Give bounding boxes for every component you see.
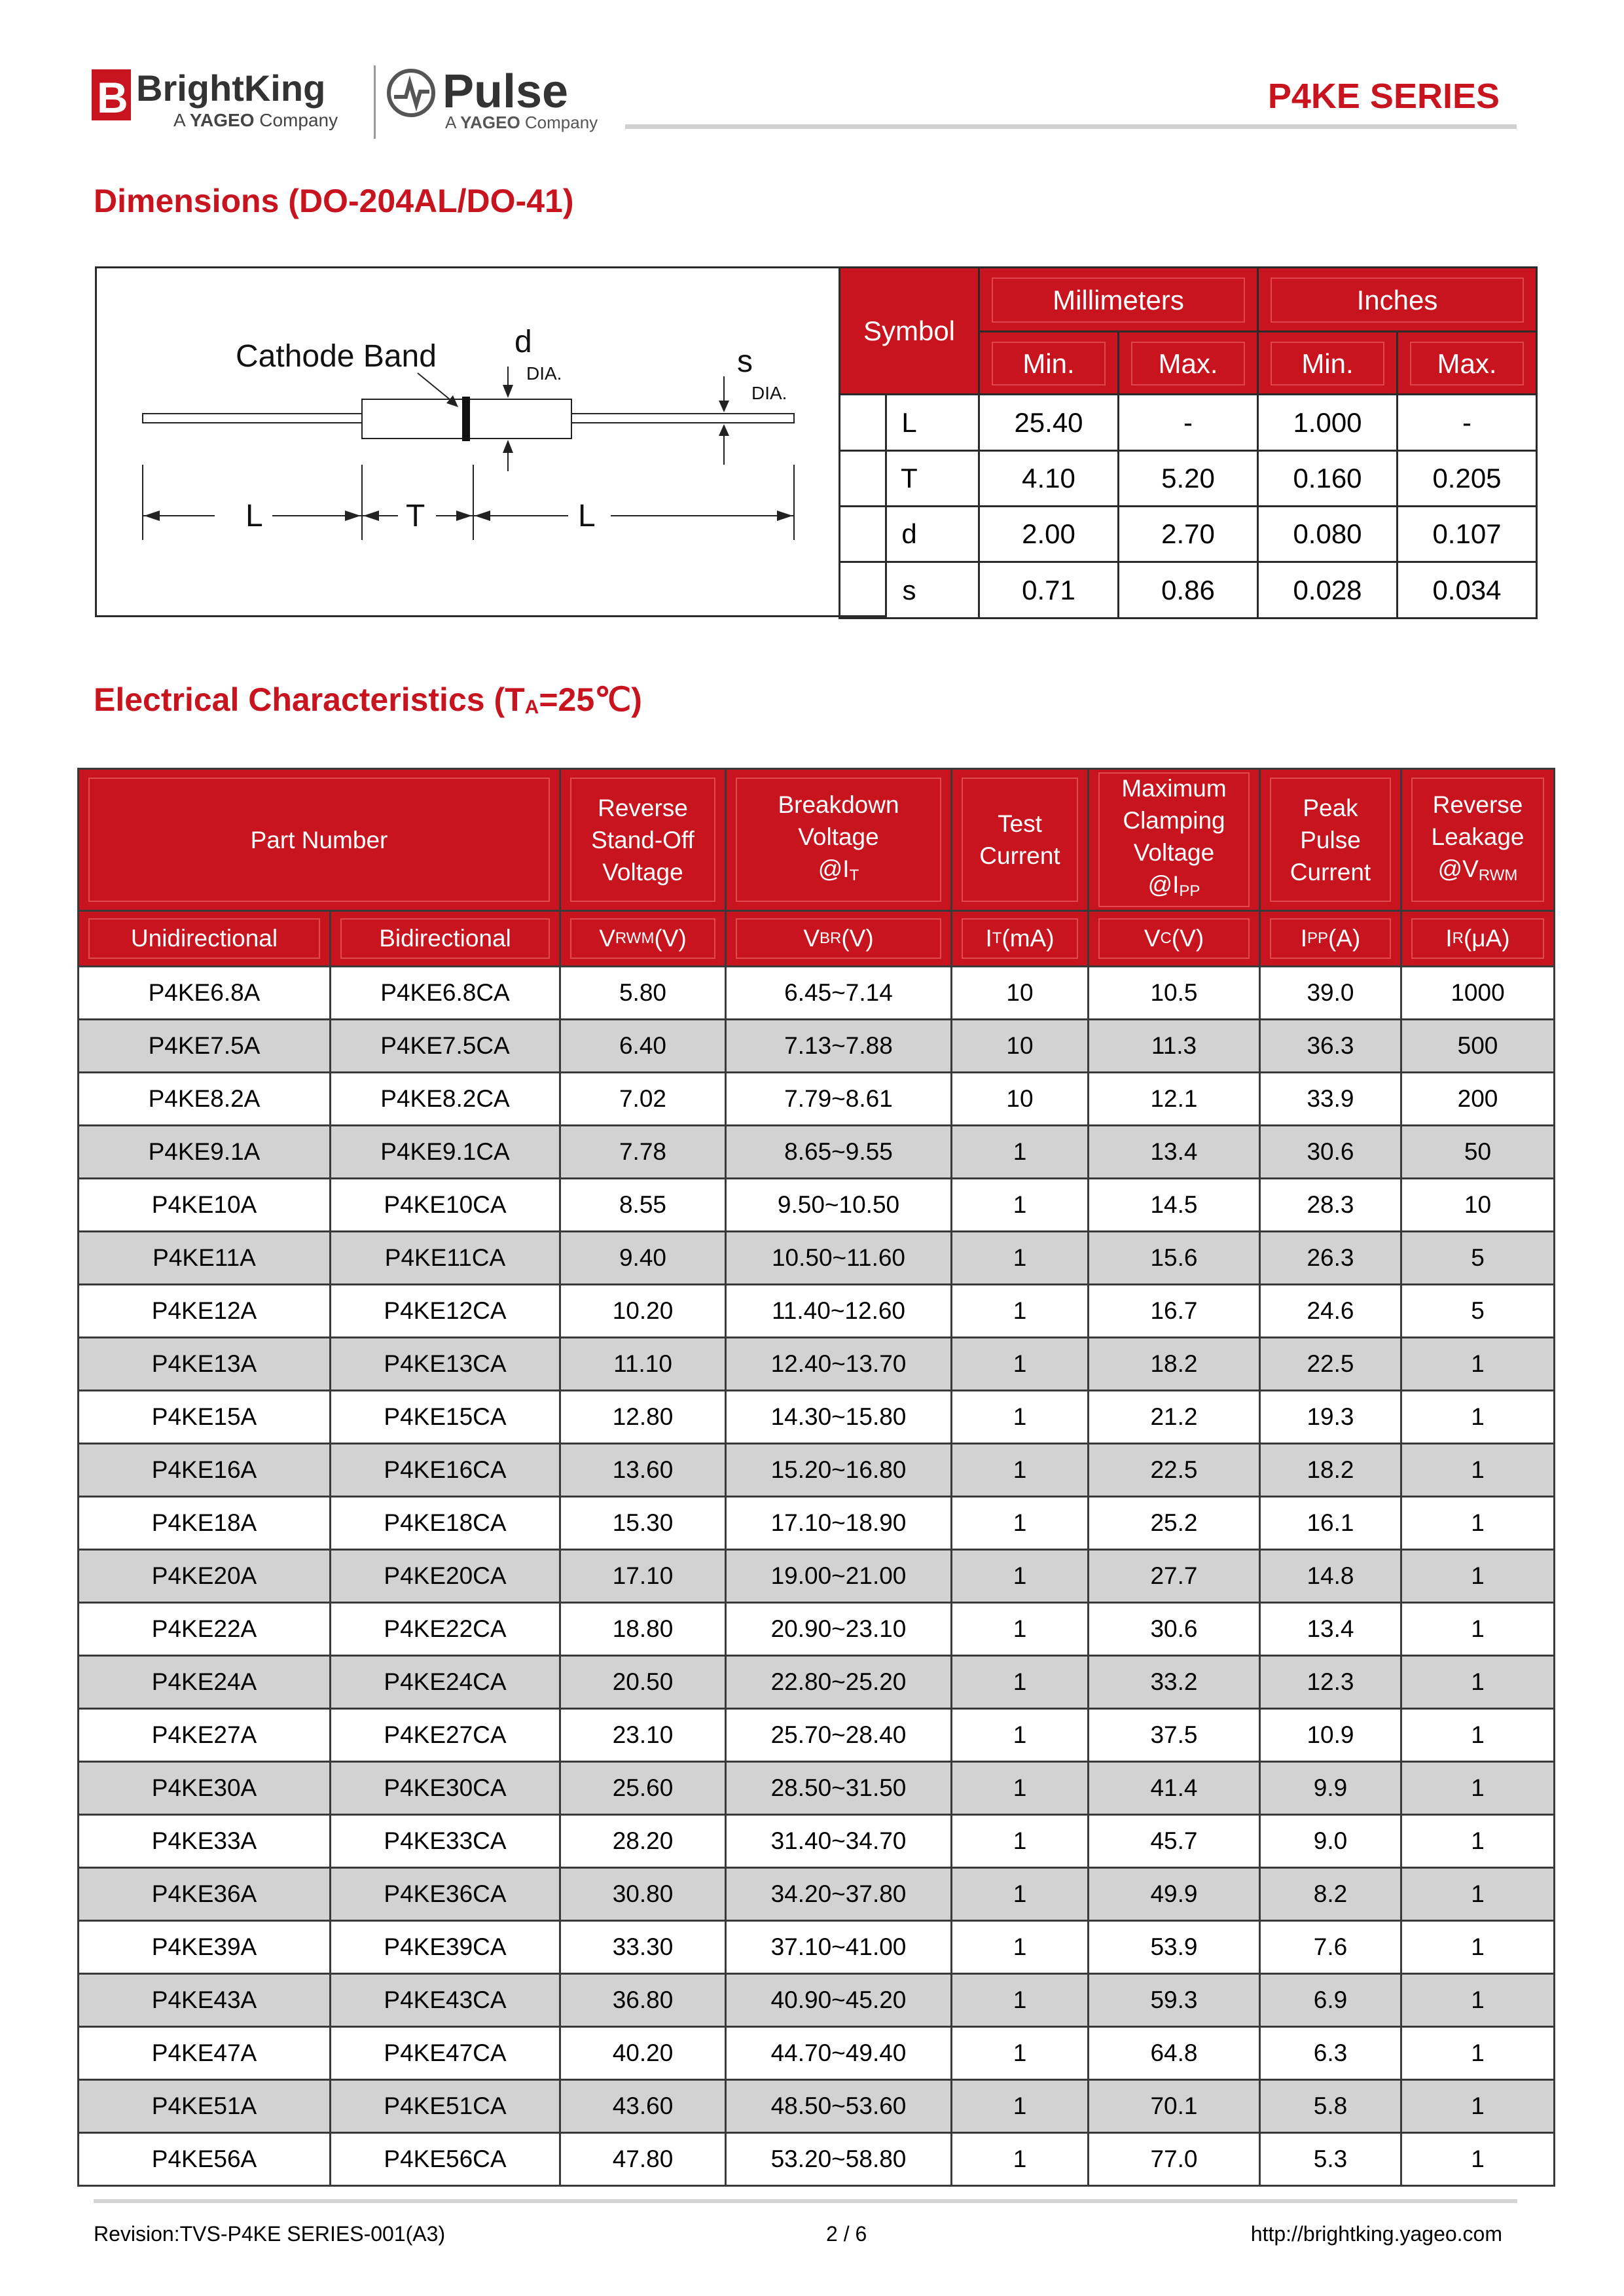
cell-it: 1	[952, 1762, 1089, 1815]
table-row	[79, 1603, 1555, 1656]
cell-ir: 1	[1401, 1974, 1555, 2027]
cell-it: 10	[952, 967, 1089, 1020]
cell-vbr: 10.50~11.60	[726, 1232, 952, 1285]
cell-bi-part: P4KE43CA	[331, 1974, 560, 2027]
cell-ipp: 19.3	[1260, 1391, 1401, 1444]
cell-vbr: 19.00~21.00	[726, 1550, 952, 1603]
table-row	[79, 1656, 1555, 1709]
cell-vc: 18.2	[1089, 1338, 1260, 1391]
cell-ipp: 6.3	[1260, 2027, 1401, 2080]
table-row	[79, 1974, 1555, 2027]
cell-bi-part: P4KE56CA	[331, 2133, 560, 2186]
cell-uni-part: P4KE22A	[79, 1603, 331, 1656]
cell-vrwm: 17.10	[560, 1550, 726, 1603]
diode-outline-drawing	[97, 268, 837, 615]
cell-ir: 50	[1401, 1126, 1555, 1179]
cell-vrwm: 28.20	[560, 1815, 726, 1868]
bidirectional-header: Bidirectional	[331, 911, 560, 967]
cell-bi-part: P4KE36CA	[331, 1868, 560, 1921]
cell-vc: 64.8	[1089, 2027, 1260, 2080]
cell-it: 1	[952, 1921, 1089, 1974]
cell-uni-part: P4KE43A	[79, 1974, 331, 2027]
cell-ir: 5	[1401, 1232, 1555, 1285]
vrwm-unit-header: V RWM (V)	[560, 911, 726, 967]
mm-max-header: Max.	[1119, 332, 1258, 395]
logo-separator	[374, 65, 376, 139]
cell-ir: 5	[1401, 1285, 1555, 1338]
cell-vbr: 15.20~16.80	[726, 1444, 952, 1497]
table-row	[79, 1868, 1555, 1921]
cell-it: 1	[952, 1656, 1089, 1709]
table-row	[79, 967, 1555, 1020]
cell-bi-part: P4KE16CA	[331, 1444, 560, 1497]
cell-it: 1	[952, 1603, 1089, 1656]
cell-vrwm: 12.80	[560, 1391, 726, 1444]
cell-ipp: 14.8	[1260, 1550, 1401, 1603]
cell-vc: 13.4	[1089, 1126, 1260, 1179]
table-row	[79, 1815, 1555, 1868]
table-row	[79, 2080, 1555, 2133]
table-row	[79, 1550, 1555, 1603]
cell-it: 1	[952, 1285, 1089, 1338]
electrical-characteristics-table	[77, 768, 1555, 2187]
cell-ipp: 9.0	[1260, 1815, 1401, 1868]
cell-vbr: 31.40~34.70	[726, 1815, 952, 1868]
cell-bi-part: P4KE13CA	[331, 1338, 560, 1391]
cell-ir: 1	[1401, 1497, 1555, 1550]
cell-uni-part: P4KE16A	[79, 1444, 331, 1497]
cell-vrwm: 7.78	[560, 1126, 726, 1179]
cell-vrwm: 43.60	[560, 2080, 726, 2133]
millimeters-header: Millimeters	[979, 268, 1258, 332]
cell-bi-part: P4KE33CA	[331, 1815, 560, 1868]
website-link[interactable]: http://brightking.yageo.com	[1250, 2222, 1502, 2246]
cell-ir: 10	[1401, 1179, 1555, 1232]
cell-vrwm: 40.20	[560, 2027, 726, 2080]
cell-uni-part: P4KE47A	[79, 2027, 331, 2080]
inches-header: Inches	[1258, 268, 1537, 332]
cell-ir: 1000	[1401, 967, 1555, 1020]
symbol-header: Symbol	[840, 268, 979, 395]
table-row	[79, 1232, 1555, 1285]
cell-vrwm: 9.40	[560, 1232, 726, 1285]
cell-ipp: 24.6	[1260, 1285, 1401, 1338]
cell-uni-part: P4KE51A	[79, 2080, 331, 2133]
cell-it: 1	[952, 1974, 1089, 2027]
pulse-logo	[385, 64, 611, 136]
cell-vc: 11.3	[1089, 1020, 1260, 1073]
cell-bi-part: P4KE30CA	[331, 1762, 560, 1815]
cell-vc: 70.1	[1089, 2080, 1260, 2133]
svg-text:T: T	[406, 499, 425, 533]
cell-vc: 53.9	[1089, 1921, 1260, 1974]
cell-vbr: 17.10~18.90	[726, 1497, 952, 1550]
brightking-wordmark: BrightKing	[136, 67, 326, 109]
table-row	[79, 1179, 1555, 1232]
cell-vc: 21.2	[1089, 1391, 1260, 1444]
cell-bi-part: P4KE7.5CA	[331, 1020, 560, 1073]
mm-min-header: Min.	[979, 332, 1119, 395]
svg-text:d: d	[514, 325, 532, 359]
cell-ir: 1	[1401, 1338, 1555, 1391]
cell-vc: 16.7	[1089, 1285, 1260, 1338]
cell-ipp: 5.8	[1260, 2080, 1401, 2133]
cell-vrwm: 23.10	[560, 1709, 726, 1762]
cell-bi-part: P4KE51CA	[331, 2080, 560, 2133]
cell-bi-part: P4KE9.1CA	[331, 1126, 560, 1179]
cell-ir: 1	[1401, 1868, 1555, 1921]
peak-pulse-current-header: Peak Pulse Current	[1260, 769, 1401, 911]
cell-ipp: 36.3	[1260, 1020, 1401, 1073]
vbr-unit-header: V BR (V)	[726, 911, 952, 967]
table-row	[79, 1285, 1555, 1338]
cell-ipp: 8.2	[1260, 1868, 1401, 1921]
cell-it: 1	[952, 1815, 1089, 1868]
table-row	[79, 1709, 1555, 1762]
dimensions-table	[839, 266, 1538, 619]
revision-text: Revision:TVS-P4KE SERIES-001(A3)	[94, 2222, 446, 2246]
cell-it: 1	[952, 1709, 1089, 1762]
cell-vc: 41.4	[1089, 1762, 1260, 1815]
cell-uni-part: P4KE56A	[79, 2133, 331, 2186]
cell-vbr: 25.70~28.40	[726, 1709, 952, 1762]
cell-bi-part: P4KE18CA	[331, 1497, 560, 1550]
cell-vrwm: 30.80	[560, 1868, 726, 1921]
cell-ir: 1	[1401, 2133, 1555, 2186]
cell-vbr: 12.40~13.70	[726, 1338, 952, 1391]
cell-bi-part: P4KE15CA	[331, 1391, 560, 1444]
svg-text:DIA.: DIA.	[526, 363, 562, 384]
cell-vc: 22.5	[1089, 1444, 1260, 1497]
in-max-header: Max.	[1398, 332, 1537, 395]
svg-text:L: L	[245, 499, 263, 533]
cell-vbr: 8.65~9.55	[726, 1126, 952, 1179]
page-number: 2 / 6	[826, 2222, 867, 2246]
cell-vrwm: 36.80	[560, 1974, 726, 2027]
cathode-band-label: Cathode Band	[236, 339, 437, 374]
table-row	[79, 2133, 1555, 2186]
cell-ipp: 6.9	[1260, 1974, 1401, 2027]
cell-it: 1	[952, 1232, 1089, 1285]
cell-ir: 500	[1401, 1020, 1555, 1073]
cell-it: 10	[952, 1020, 1089, 1073]
cell-vrwm: 15.30	[560, 1497, 726, 1550]
cell-it: 1	[952, 1497, 1089, 1550]
cell-ir: 1	[1401, 1709, 1555, 1762]
cell-bi-part: P4KE12CA	[331, 1285, 560, 1338]
cell-vc: 15.6	[1089, 1232, 1260, 1285]
cell-it: 1	[952, 2080, 1089, 2133]
cell-it: 1	[952, 1338, 1089, 1391]
cell-ipp: 7.6	[1260, 1921, 1401, 1974]
unidirectional-header: Unidirectional	[79, 911, 331, 967]
reverse-leakage-header: Reverse Leakage $@V_{RWM}$	[1401, 769, 1555, 911]
dim-row: s 0.71 0.86 0.028 0.034	[840, 562, 1537, 619]
cell-vbr: 7.13~7.88	[726, 1020, 952, 1073]
cell-ir: 1	[1401, 2080, 1555, 2133]
it-unit-header: I T (mA)	[952, 911, 1089, 967]
table-row	[79, 1497, 1555, 1550]
cell-vrwm: 7.02	[560, 1073, 726, 1126]
cell-ir: 1	[1401, 1391, 1555, 1444]
cell-vbr: 53.20~58.80	[726, 2133, 952, 2186]
cell-vbr: 22.80~25.20	[726, 1656, 952, 1709]
table-row	[79, 2027, 1555, 2080]
cell-bi-part: P4KE6.8CA	[331, 967, 560, 1020]
cell-ipp: 33.9	[1260, 1073, 1401, 1126]
dim-row: d 2.00 2.70 0.080 0.107	[840, 507, 1537, 562]
svg-text:B: B	[97, 73, 128, 122]
cell-uni-part: P4KE30A	[79, 1762, 331, 1815]
cell-vbr: 14.30~15.80	[726, 1391, 952, 1444]
brightking-logo	[92, 64, 367, 136]
table-row	[79, 1338, 1555, 1391]
cell-vrwm: 13.60	[560, 1444, 726, 1497]
cell-ipp: 9.9	[1260, 1762, 1401, 1815]
reverse-standoff-header: Reverse Stand-Off Voltage	[560, 769, 726, 911]
cell-vrwm: 20.50	[560, 1656, 726, 1709]
cell-uni-part: P4KE7.5A	[79, 1020, 331, 1073]
cell-vc: 37.5	[1089, 1709, 1260, 1762]
cell-uni-part: P4KE15A	[79, 1391, 331, 1444]
cell-ir: 1	[1401, 1656, 1555, 1709]
cell-it: 1	[952, 2027, 1089, 2080]
cell-vbr: 11.40~12.60	[726, 1285, 952, 1338]
cell-ipp: 12.3	[1260, 1656, 1401, 1709]
cell-uni-part: P4KE20A	[79, 1550, 331, 1603]
cell-vc: 45.7	[1089, 1815, 1260, 1868]
cell-ir: 1	[1401, 1603, 1555, 1656]
cell-bi-part: P4KE22CA	[331, 1603, 560, 1656]
cell-uni-part: P4KE8.2A	[79, 1073, 331, 1126]
cell-vc: 30.6	[1089, 1603, 1260, 1656]
cell-ipp: 18.2	[1260, 1444, 1401, 1497]
cell-vrwm: 10.20	[560, 1285, 726, 1338]
cell-it: 1	[952, 1391, 1089, 1444]
ipp-unit-header: I PP (A)	[1260, 911, 1401, 967]
cell-vrwm: 5.80	[560, 967, 726, 1020]
svg-text:L: L	[578, 499, 596, 533]
table-row	[79, 1921, 1555, 1974]
svg-text:A YAGEO Company: A YAGEO Company	[445, 113, 598, 132]
cell-vrwm: 8.55	[560, 1179, 726, 1232]
svg-text:Pulse: Pulse	[442, 65, 569, 118]
table-row	[79, 1444, 1555, 1497]
cell-ir: 1	[1401, 1444, 1555, 1497]
cell-ir: 1	[1401, 1762, 1555, 1815]
cell-bi-part: P4KE8.2CA	[331, 1073, 560, 1126]
cell-bi-part: P4KE39CA	[331, 1921, 560, 1974]
breakdown-voltage-header: Breakdown Voltage $@I_T$	[726, 769, 952, 911]
max-clamping-voltage-header: Maximum Clamping Voltage $@I_{PP}$	[1089, 769, 1260, 911]
cell-ipp: 30.6	[1260, 1126, 1401, 1179]
cell-ipp: 28.3	[1260, 1179, 1401, 1232]
cell-uni-part: P4KE6.8A	[79, 967, 331, 1020]
table-row	[79, 1020, 1555, 1073]
cell-vc: 33.2	[1089, 1656, 1260, 1709]
cell-uni-part: P4KE10A	[79, 1179, 331, 1232]
cell-vbr: 28.50~31.50	[726, 1762, 952, 1815]
cell-uni-part: P4KE13A	[79, 1338, 331, 1391]
table-row	[79, 1762, 1555, 1815]
svg-text:DIA.: DIA.	[751, 383, 787, 403]
cell-vc: 25.2	[1089, 1497, 1260, 1550]
vc-unit-header: V C (V)	[1089, 911, 1260, 967]
table-row	[79, 1126, 1555, 1179]
cell-ipp: 10.9	[1260, 1709, 1401, 1762]
cell-vrwm: 33.30	[560, 1921, 726, 1974]
cell-it: 1	[952, 1179, 1089, 1232]
cell-vbr: 9.50~10.50	[726, 1179, 952, 1232]
cell-vbr: 48.50~53.60	[726, 2080, 952, 2133]
cell-it: 1	[952, 1444, 1089, 1497]
cell-vc: 10.5	[1089, 967, 1260, 1020]
cell-uni-part: P4KE36A	[79, 1868, 331, 1921]
cell-uni-part: P4KE39A	[79, 1921, 331, 1974]
cell-ir: 1	[1401, 2027, 1555, 2080]
cell-ir: 1	[1401, 1550, 1555, 1603]
cell-it: 1	[952, 1868, 1089, 1921]
cell-uni-part: P4KE9.1A	[79, 1126, 331, 1179]
cell-vrwm: 18.80	[560, 1603, 726, 1656]
cell-bi-part: P4KE27CA	[331, 1709, 560, 1762]
cell-uni-part: P4KE33A	[79, 1815, 331, 1868]
footer-rule	[94, 2199, 1517, 2203]
cell-vbr: 34.20~37.80	[726, 1868, 952, 1921]
cell-uni-part: P4KE24A	[79, 1656, 331, 1709]
electrical-title: Electrical Characteristics $(T_A=25℃)$	[94, 681, 642, 718]
part-number-header: Part Number	[79, 769, 560, 911]
cell-bi-part: P4KE47CA	[331, 2027, 560, 2080]
cell-ir: 200	[1401, 1073, 1555, 1126]
cell-uni-part: P4KE12A	[79, 1285, 331, 1338]
cell-it: 1	[952, 1126, 1089, 1179]
test-current-header: Test Current	[952, 769, 1089, 911]
cell-uni-part: P4KE11A	[79, 1232, 331, 1285]
cell-vc: 14.5	[1089, 1179, 1260, 1232]
cell-bi-part: P4KE24CA	[331, 1656, 560, 1709]
cell-vbr: 6.45~7.14	[726, 967, 952, 1020]
cell-ipp: 39.0	[1260, 967, 1401, 1020]
table-row	[79, 1073, 1555, 1126]
cell-vbr: 7.79~8.61	[726, 1073, 952, 1126]
cell-vc: 12.1	[1089, 1073, 1260, 1126]
cell-ipp: 26.3	[1260, 1232, 1401, 1285]
series-title: P4KE SERIES	[1267, 77, 1500, 116]
cell-uni-part: P4KE27A	[79, 1709, 331, 1762]
cell-vrwm: 11.10	[560, 1338, 726, 1391]
cell-vc: 49.9	[1089, 1868, 1260, 1921]
cell-vc: 27.7	[1089, 1550, 1260, 1603]
cathode-band	[462, 397, 470, 441]
cell-vc: 77.0	[1089, 2133, 1260, 2186]
cell-ipp: 13.4	[1260, 1603, 1401, 1656]
cell-it: 1	[952, 1550, 1089, 1603]
dim-row: L 25.40 - 1.000 -	[840, 395, 1537, 451]
cell-ipp: 5.3	[1260, 2133, 1401, 2186]
cell-vrwm: 47.80	[560, 2133, 726, 2186]
cell-it: 1	[952, 2133, 1089, 2186]
cell-bi-part: P4KE11CA	[331, 1232, 560, 1285]
cell-vbr: 44.70~49.40	[726, 2027, 952, 2080]
cell-ipp: 16.1	[1260, 1497, 1401, 1550]
cell-uni-part: P4KE18A	[79, 1497, 331, 1550]
electrical-table-body	[79, 967, 1555, 2186]
cell-vbr: 20.90~23.10	[726, 1603, 952, 1656]
dimensions-title: Dimensions (DO-204AL/DO-41)	[94, 183, 574, 219]
cell-vrwm: 25.60	[560, 1762, 726, 1815]
header-rule	[625, 124, 1517, 129]
cell-vbr: 40.90~45.20	[726, 1974, 952, 2027]
table-row	[79, 1391, 1555, 1444]
cell-it: 10	[952, 1073, 1089, 1126]
in-min-header: Min.	[1258, 332, 1398, 395]
cell-ir: 1	[1401, 1815, 1555, 1868]
cell-ir: 1	[1401, 1921, 1555, 1974]
cell-vbr: 37.10~41.00	[726, 1921, 952, 1974]
cell-vrwm: 6.40	[560, 1020, 726, 1073]
cell-bi-part: P4KE20CA	[331, 1550, 560, 1603]
cell-vc: 59.3	[1089, 1974, 1260, 2027]
cell-ipp: 22.5	[1260, 1338, 1401, 1391]
svg-text:A YAGEO Company: A YAGEO Company	[173, 110, 338, 130]
cell-bi-part: P4KE10CA	[331, 1179, 560, 1232]
svg-text:s: s	[737, 344, 753, 379]
dim-row: T 4.10 5.20 0.160 0.205	[840, 451, 1537, 507]
ir-unit-header: I R (μA)	[1401, 911, 1555, 967]
